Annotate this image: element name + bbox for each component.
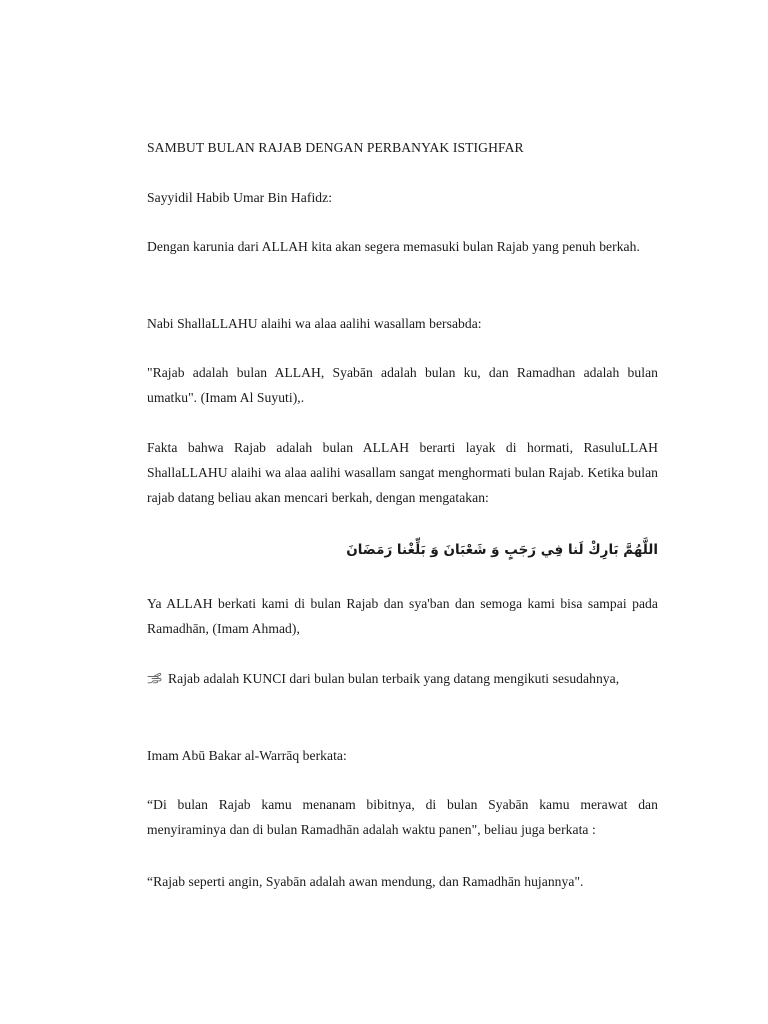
bullet-paragraph: [147, 666, 658, 691]
paragraph-intro: Dengan karunia dari ALLAH kita akan segera memasuki bulan Rajab yang penuh berkah.: [147, 239, 640, 254]
paragraph-hadith-intro: Nabi ShallaLLAHU alaihi wa alaa aalihi wasallam bersabda:: [147, 316, 482, 331]
paragraph-hadith-quote: "Rajab adalah bulan ALLAH, Syabān adalah bulan ku, dan Ramadhan adalah bulan umatku". (Imam Al Suyuti),.: [147, 365, 658, 405]
pointing-hand-icon: [147, 667, 164, 679]
quote-planting: “Di bulan Rajab kamu menanam bibitnya, di bulan Syabān kamu merawat dan menyiraminya dan di bulan Ramadhān adalah waktu panen", beliau juga berkata :: [147, 797, 658, 837]
document-page: [147, 0, 658, 1024]
bullet-text: Rajab adalah KUNCI dari bulan bulan terbaik yang datang mengikuti sesudahnya,: [168, 671, 620, 686]
document-title: SAMBUT BULAN RAJAB DENGAN PERBANYAK ISTIGHFAR: [147, 140, 524, 155]
speaker-line: Sayyidil Habib Umar Bin Hafidz:: [147, 190, 333, 205]
arabic-prayer: اللَّهُمَّ بَارِكْ لَنا فِي رَجَبٍ وَ شَعْبَانَ وَ بَلِّغْنا رَمَضَانَ: [346, 542, 658, 558]
quote-wind: “Rajab seperti angin, Syabān adalah awan mendung, dan Ramadhān hujannya".: [147, 874, 584, 889]
prayer-translation: Ya ALLAH berkati kami di bulan Rajab dan sya'ban dan semoga kami bisa sampai pada Ramadhān, (Imam Ahmad),: [147, 596, 658, 636]
paragraph-rajab-facts: Fakta bahwa Rajab adalah bulan ALLAH berarti layak di hormati, RasuluLLAH ShallaLLAHU alaihi wa alaa aalihi wasallam sangat menghormati bulan Rajab. Ketika bulan rajab datang beliau akan mencari berkah, dengan mengatakan:: [147, 440, 658, 505]
attribution-line: Imam Abū Bakar al-Warrāq berkata:: [147, 748, 347, 763]
